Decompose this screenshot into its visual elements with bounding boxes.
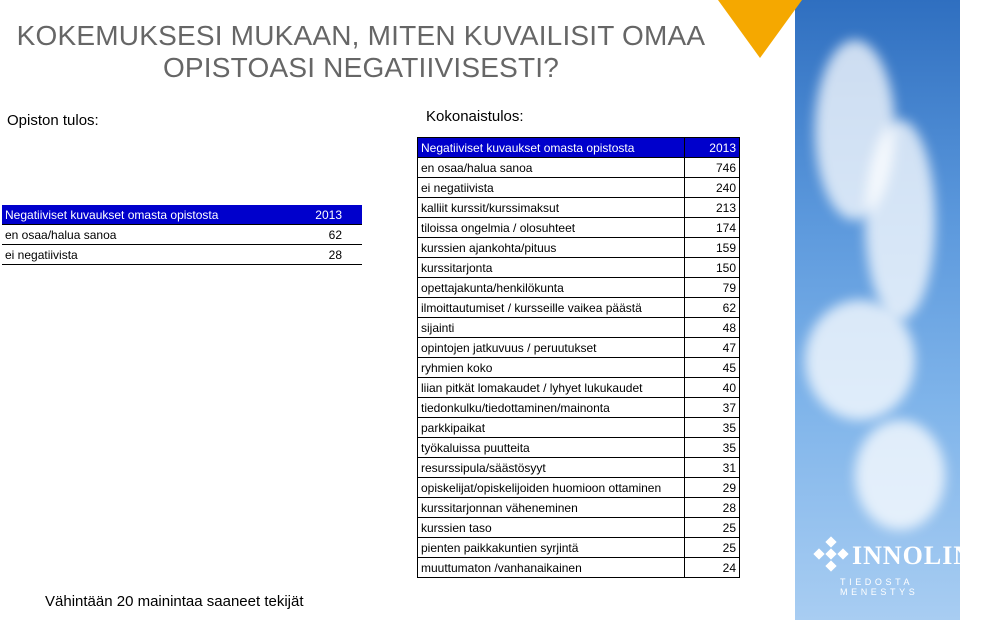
table-row [418,218,740,238]
row-value: 79 [685,278,740,298]
row-label: kurssien ajankohta/pituus [418,238,685,258]
row-label: kurssitarjonta [418,258,685,278]
row-value: 213 [685,198,740,218]
row-value: 150 [685,258,740,278]
row-value: 746 [685,158,740,178]
total-results-table [417,137,740,578]
table-row [418,418,740,438]
row-label: kalliit kurssit/kurssimaksut [418,198,685,218]
table-row [418,198,740,218]
row-label: pienten paikkakuntien syrjintä [418,538,685,558]
row-label: liian pitkät lomakaudet / lyhyet lukukaudet [418,378,685,398]
row-value: 28 [296,245,362,265]
table-row [418,438,740,458]
logo-tagline: TIEDOSTA MENESTYS [840,577,919,597]
row-label: sijainti [418,318,685,338]
table-row [418,538,740,558]
row-value: 25 [685,518,740,538]
row-value: 62 [685,298,740,318]
row-label: tiloissa ongelmia / olosuhteet [418,218,685,238]
row-label: en osaa/halua sanoa [418,158,685,178]
row-label: työkaluissa puutteita [418,438,685,458]
row-label: resurssipula/säästösyyt [418,458,685,478]
row-value: 45 [685,358,740,378]
row-value: 31 [685,458,740,478]
row-label: tiedonkulku/tiedottaminen/mainonta [418,398,685,418]
table-row [418,298,740,318]
innolink-logo [810,535,994,605]
table-header-row [418,138,740,158]
row-label: kurssitarjonnan väheneminen [418,498,685,518]
total-results-label: Kokonaistulos: [426,108,524,125]
table-row [418,258,740,278]
row-label: opintojen jatkuvuus / peruutukset [418,338,685,358]
table-row [418,358,740,378]
slide-title: KOKEMUKSESI MUKAAN, MITEN KUVAILISIT OMAA OPISTOASI NEGATIIVISESTI? [16,20,706,83]
row-value: 35 [685,438,740,458]
row-label: opiskelijat/opiskelijoiden huomioon ottaminen [418,478,685,498]
row-value: 37 [685,398,740,418]
school-results-table [2,205,362,265]
table-row [2,225,362,245]
table-row [418,478,740,498]
table-row [418,498,740,518]
table-row [418,178,740,198]
logo-mark-icon [814,537,848,571]
footnote: Vähintään 20 mainintaa saaneet tekijät [45,593,304,610]
table-row [418,278,740,298]
row-value: 48 [685,318,740,338]
table-row [418,398,740,418]
row-label: ei negatiivista [2,245,296,265]
row-value: 29 [685,478,740,498]
header-year: 2013 [296,205,362,225]
table-header-row [2,205,362,225]
table-row [418,518,740,538]
row-value: 159 [685,238,740,258]
table-row [418,378,740,398]
header-year: 2013 [685,138,740,158]
row-label: parkkipaikat [418,418,685,438]
table-row [418,338,740,358]
corner-accent-triangle [718,0,802,58]
row-label: muuttumaton /vanhanaikainen [418,558,685,578]
table-row [418,318,740,338]
table-row [2,245,362,265]
school-results-label: Opiston tulos: [7,112,99,129]
row-label: ei negatiivista [418,178,685,198]
row-label: kurssien taso [418,518,685,538]
row-value: 35 [685,418,740,438]
row-label: ryhmien koko [418,358,685,378]
row-value: 40 [685,378,740,398]
logo-name: INNOLINK [852,541,994,570]
table-row [418,238,740,258]
row-label: ilmoittautumiset / kursseille vaikea päästä [418,298,685,318]
header-label: Negatiiviset kuvaukset omasta opistosta [418,138,685,158]
row-value: 240 [685,178,740,198]
row-value: 25 [685,538,740,558]
row-value: 28 [685,498,740,518]
table-row [418,558,740,578]
table-row [418,458,740,478]
row-value: 62 [296,225,362,245]
row-label: en osaa/halua sanoa [2,225,296,245]
row-value: 174 [685,218,740,238]
header-label: Negatiiviset kuvaukset omasta opistosta [2,205,296,225]
row-label: opettajakunta/henkilökunta [418,278,685,298]
row-value: 47 [685,338,740,358]
decorative-sky-panel [795,0,960,620]
row-value: 24 [685,558,740,578]
table-row [418,158,740,178]
